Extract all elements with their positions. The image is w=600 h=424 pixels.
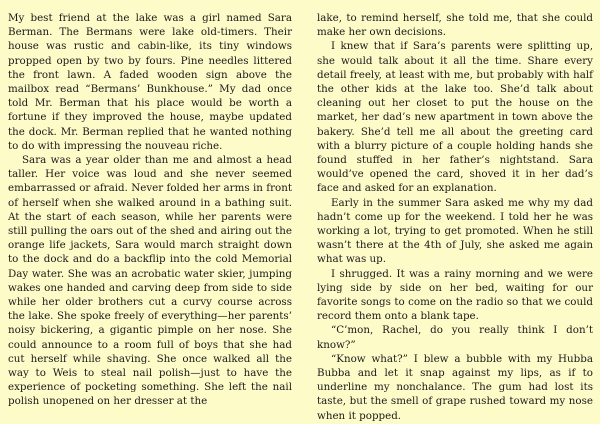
left-text-column <box>8 11 292 409</box>
paragraph: I knew that if Sara’s parents were splitting up, she would talk about it all the time. Share every detail freely, at least with me, but probably with half the other kids at the lake too. She’d talk about cleaning out her closet to put the house on the market, her dad’s new apartment in town above the bakery. She’d tell me all about the greeting card with a blurry picture of a couple holding hands she found stuffed in her father’s nightstand. Sara would’ve opened the card, shoved it in her dad’s face and asked for an explanation. <box>317 40 593 195</box>
paragraph: Early in the summer Sara asked me why my dad hadn’t come up for the weekend. I told her he was working a lot, trying to get promoted. When he still wasn’t there at the 4th of July, she asked me again what was up. <box>317 196 593 266</box>
paragraph: “C’mon, Rachel, do you really think I don’t know?” <box>317 324 593 351</box>
paragraph: lake, to remind herself, she told me, that she could make her own decisions. <box>317 12 593 39</box>
paragraph: “Know what?” I blew a bubble with my Hubba Bubba and let it snap against my lips, as if to underline my nonchalance. The gum had lost its taste, but the smell of grape rushed toward my nose when it popped. <box>317 352 593 422</box>
paragraph: My best friend at the lake was a girl named Sara Berman. The Bermans were lake old-timers. Their house was rustic and cabin-like, its tiny windows propped open by two by fours. Pine needles littered the front lawn. A faded wooden sign above the mailbox read “Bermans’ Bunkhouse.” My dad once told Mr. Berman that his place would be worth a fortune if they improved the house, maybe updated the dock. Mr. Berman replied that he wanted nothing to do with impressing the nouveau riche. <box>8 12 292 152</box>
paragraph: Sara was a year older than me and almost a head taller. Her voice was loud and she never seemed embarrassed or afraid. Never folded her arms in front of herself when she walked around in a bathing suit. At the start of each season, while her parents were still pulling the oars out of the shed and airing out the orange life jackets, Sara would march straight down to the dock and do a backflip into the cold Memorial Day water. She was an acrobatic water skier, jumping wakes one handed and carving deep from side to side while her older brothers cut a curvy course across the lake. She spoke freely of everything—her parents’ noisy bickering, a gigantic pimple on her nose. She could announce to a room full of boys that she had cut herself while shaving. She once walked all the way to Weis to steal nail polish—just to have the experience of pocketing something. She left the nail polish unopened on her dresser at the <box>8 154 292 408</box>
right-text-column <box>317 11 593 423</box>
paragraph: I shrugged. It was a rainy morning and we were lying side by side on her bed, waiting for our favorite songs to come on the radio so that we could record them onto a blank tape. <box>317 267 593 323</box>
